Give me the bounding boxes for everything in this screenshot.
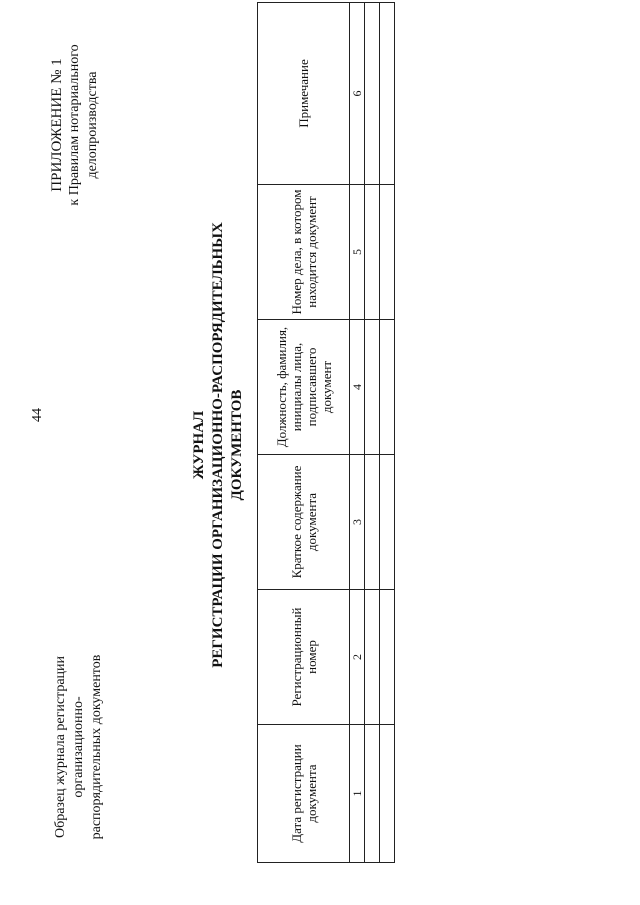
column-number-row (350, 3, 365, 863)
header-summary: Краткое содержание документа (258, 455, 350, 590)
journal-title: ЖУРНАЛ (191, 410, 207, 480)
column-number: 6 (350, 3, 365, 185)
appendix-line-1: к Правилам нотариального (67, 44, 82, 206)
appendix-title: ПРИЛОЖЕНИЕ № 1 (49, 58, 65, 192)
table-cell (365, 185, 380, 320)
table-row (380, 3, 395, 863)
table-cell (380, 590, 395, 725)
journal-table (257, 2, 395, 863)
table-cell (365, 3, 380, 185)
column-number: 1 (350, 725, 365, 863)
journal-heading (190, 165, 247, 725)
header-note: Примечание (258, 3, 350, 185)
column-number: 2 (350, 590, 365, 725)
column-number: 5 (350, 185, 365, 320)
header-registration-number: Регистрационный номер (258, 590, 350, 725)
table-cell (380, 185, 395, 320)
table-cell (380, 725, 395, 863)
journal-subtitle: РЕГИСТРАЦИИ ОРГАНИЗАЦИОННО-РАСПОРЯДИТЕЛЬНЫХ ДОКУМЕНТОВ (210, 222, 245, 668)
table-cell (380, 455, 395, 590)
header-registration-date: Дата регистрации документа (258, 725, 350, 863)
header-signatory: Должность, фамилия, инициалы лица, подписавшего документ (258, 320, 350, 455)
sample-note-line-2: организационно- (71, 696, 86, 798)
table-cell (365, 590, 380, 725)
sample-note-line-1: Образец журнала регистрации (53, 655, 68, 839)
sample-note-line-3: распорядительных документов (89, 654, 104, 840)
table-cell (380, 3, 395, 185)
sample-note (52, 637, 106, 857)
appendix-header (48, 25, 102, 225)
page-number: 44 (30, 408, 45, 422)
table-cell (380, 320, 395, 455)
column-number: 3 (350, 455, 365, 590)
table-cell (365, 320, 380, 455)
appendix-line-2: делопроизводства (85, 71, 100, 179)
table-cell (365, 455, 380, 590)
column-number: 4 (350, 320, 365, 455)
header-case-number: Номер дела, в котором находится документ (258, 185, 350, 320)
table-cell (365, 725, 380, 863)
table-header-row (258, 3, 350, 863)
table-row (365, 3, 380, 863)
